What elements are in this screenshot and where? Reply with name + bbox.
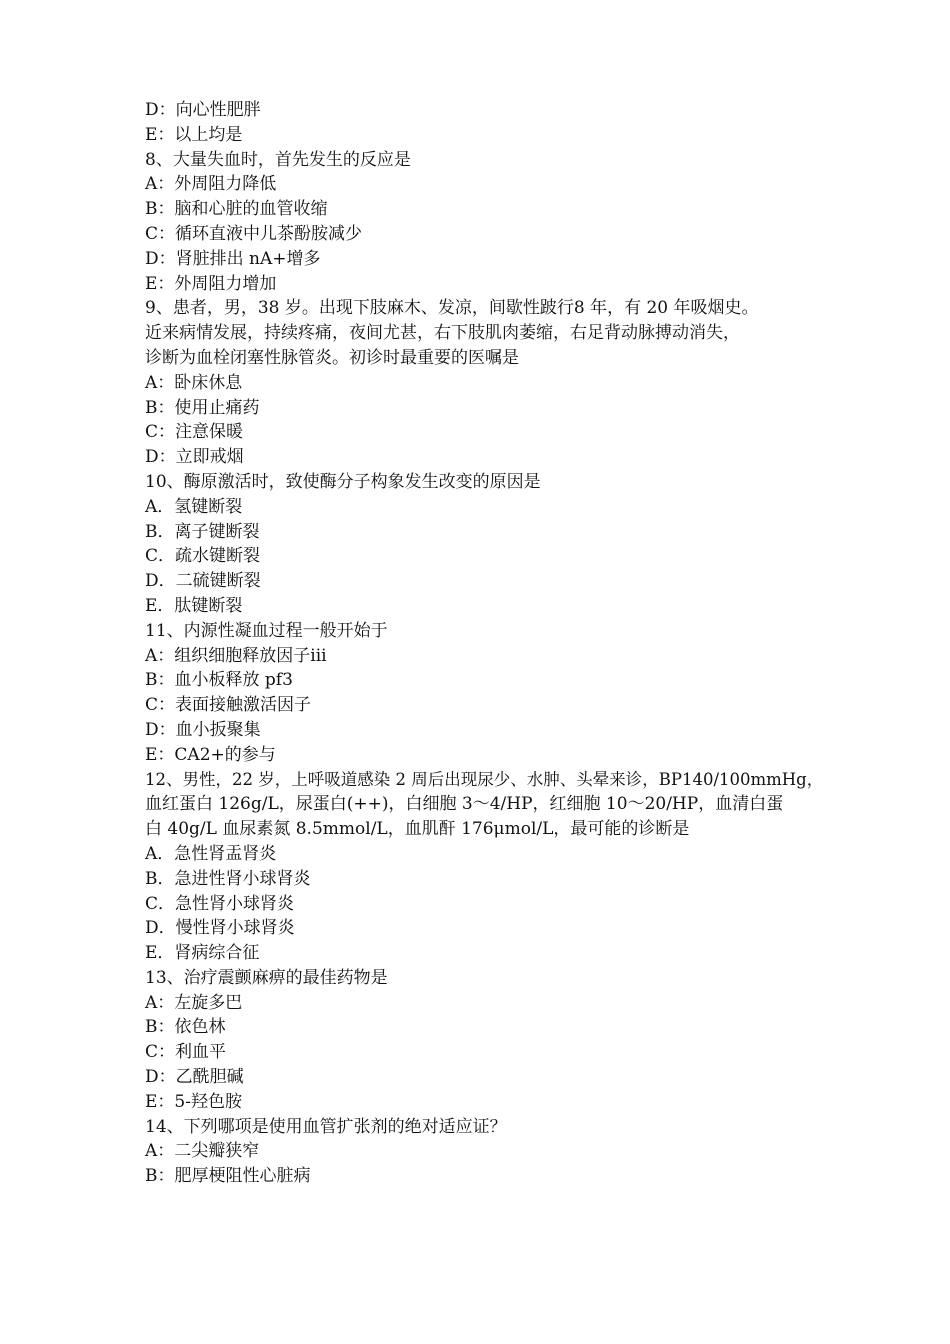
option-line: B．急进性肾小球肾炎 (145, 868, 311, 889)
question-line: 9、患者，男，38 岁。出现下肢麻木、发凉，间歇性跛行8 年，有 20 年吸烟史。 (145, 298, 759, 319)
option-line: B：脑和心脏的血管收缩 (145, 199, 328, 220)
option-line: C：利血平 (145, 1042, 227, 1063)
option-line: B：依色林 (145, 1017, 226, 1038)
option-line: D：向心性肥胖 (145, 100, 261, 120)
question-line: 近来病情发展，持续疼痛，夜间尤甚，右下肢肌肉萎缩，右足背动脉搏动消失， (145, 323, 740, 344)
document-page (145, 98, 825, 1189)
option-line: E：CA2+的参与 (145, 744, 276, 765)
option-line: D：肾脏排出 nA+增多 (145, 248, 321, 269)
option-line: A：外周阻力降低 (145, 174, 277, 195)
question-line: 诊断为血栓闭塞性脉管炎。初诊时最重要的医嘱是 (145, 347, 519, 368)
option-line: C：循环直液中儿茶酚胺减少 (145, 223, 363, 244)
option-line: B：使用止痛药 (145, 397, 260, 418)
question-line: 14、下列哪项是使用血管扩张剂的绝对适应证？ (145, 1116, 507, 1137)
option-line: D．二硫键断裂 (145, 571, 261, 592)
question-line: 12、男性，22 岁，上呼吸道感染 2 周后出现尿少、水肿、头晕来诊，BP140/100mmHg， (145, 769, 824, 789)
question-line: 血红蛋白 126g/L，尿蛋白(++)，白细胞 3～4/HP，红细胞 10～20/HP，血清白蛋 (145, 794, 784, 815)
option-line: B：血小板释放 pf3 (145, 670, 293, 691)
option-line: D：血小扳聚集 (145, 719, 261, 740)
option-line: D：立即戒烟 (145, 447, 244, 468)
option-line: C：表面接触激活因子 (145, 695, 312, 716)
option-line: B：肥厚梗阻性心脏病 (145, 1166, 311, 1187)
question-line: 白 40g/L 血尿素氮 8.5mmol/L，血肌酐 176μmol/L，最可能的诊断是 (145, 819, 690, 840)
option-line: D：乙酰胆碱 (145, 1067, 244, 1088)
option-line: A：二尖瓣狭窄 (145, 1141, 260, 1162)
question-line: 10、酶原激活时，致使酶分子构象发生改变的原因是 (145, 471, 541, 492)
option-line: A：组织细胞释放因子iii (145, 645, 327, 666)
option-line: B．离子键断裂 (145, 521, 260, 542)
option-line: C．疏水键断裂 (145, 546, 261, 567)
option-line: A．急性肾盂肾炎 (145, 843, 277, 864)
option-line: E：以上均是 (145, 124, 243, 145)
option-line: A．氢键断裂 (145, 496, 243, 517)
option-line: A：卧床休息 (145, 372, 243, 393)
option-line: E．肽键断裂 (145, 595, 243, 616)
option-line: E：5-羟色胺 (145, 1091, 242, 1112)
option-line: E：外周阻力增加 (145, 273, 277, 294)
option-line: C．急性肾小球肾炎 (145, 893, 295, 914)
option-line: C：注意保暖 (145, 422, 244, 443)
option-line: E．肾病综合征 (145, 943, 260, 964)
question-line: 13、治疗震颤麻痹的最佳药物是 (145, 967, 388, 988)
question-line: 8、大量失血时，首先发生的反应是 (145, 149, 411, 170)
option-line: A：左旋多巴 (145, 992, 243, 1013)
question-line: 11、内源性凝血过程一般开始于 (145, 620, 388, 641)
option-line: D．慢性肾小球肾炎 (145, 918, 295, 939)
